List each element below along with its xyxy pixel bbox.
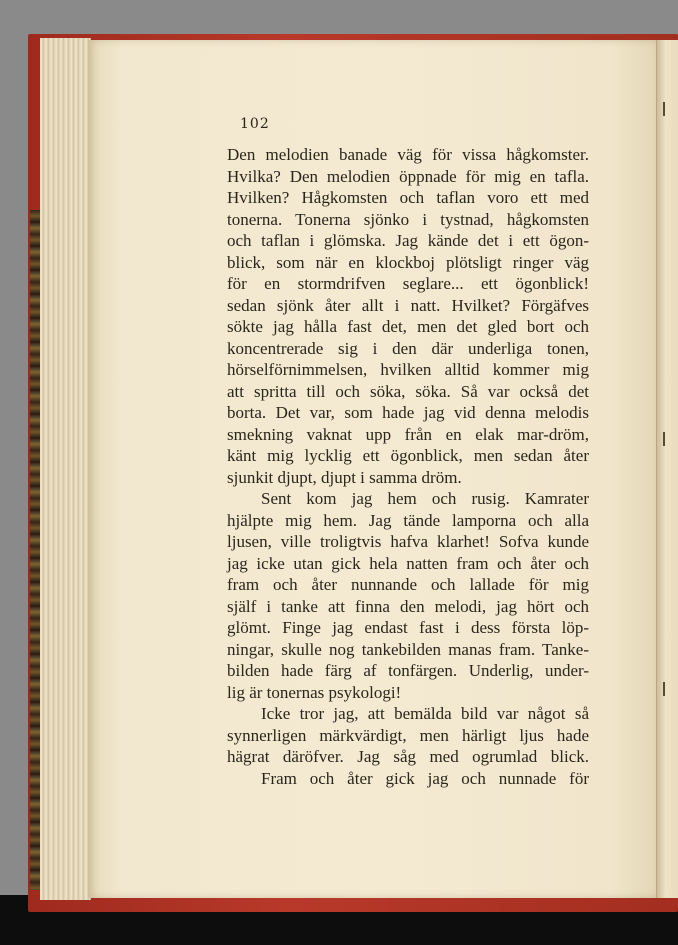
text-line: Den melodien banade väg för vissa hågkomster. [227,145,589,164]
text-line: hjälpte mig hem. Jag tände lamporna och alla [227,510,589,530]
text-line: Hvilken? Hågkomsten och taflan voro ett med [227,188,589,207]
text-line: Icke tror jag, att bemälda bild var något så [261,704,589,723]
text-line: lig är tonernas psykologi! [227,682,402,702]
text-line: sedan sjönk åter allt i natt. Hvilket? Förgäfves [227,295,589,315]
text-line: hörselförnimmelsen, hvilken alltid kommer mig [227,360,589,379]
text-line: smekning vaknat upp från en elak mar-dröm, [227,424,589,444]
text-line: bilden hade färg af tonfärgen. Underlig, under- [227,661,589,680]
text-line: att spritta till och söka, söka. Så var också det [227,381,589,401]
page-number: 102 [240,116,270,132]
text-line: jag icke utan gick hela natten fram och åter och [227,553,589,573]
text-line: borta. Det var, som hade jag vid denna melodis [227,403,589,422]
text-line: glömt. Finge jag endast fast i dess första löp- [227,618,589,637]
body-text [227,144,589,789]
text-line: sjunkit djupt, djupt i samma dröm. [227,467,462,487]
edge-mark [663,432,665,446]
cover-marbling [30,210,40,890]
text-line: Fram och åter gick jag och nunnade för [261,768,589,788]
text-line: koncentrerade sig i den där underliga tonen, [227,338,589,358]
text-line: tonerna. Tonerna sjönko i tystnad, hågkomsten [227,209,589,229]
text-line: hägrat däröfver. Jag såg med ogrumlad blick. [227,747,589,766]
text-line: synnerligen märkvärdigt, men härligt ljus hade [227,725,589,745]
text-line: sökte jag hålla fast det, men det gled bort och [227,317,589,336]
facing-page-edge [656,40,678,898]
page-edges [40,38,91,900]
text-line: känt mig lycklig ett ögonblick, men sedan åter [227,446,589,465]
text-line: ljusen, ville troligtvis hafva klarhet! Sofva kunde [227,532,589,551]
text-line: själf i tanke att finna den melodi, jag hört och [227,596,589,616]
edge-mark [663,102,665,116]
edge-mark [663,682,665,696]
text-line: fram och åter nunnande och lallade för mig [227,575,589,594]
text-line: Sent kom jag hem och rusig. Kamrater [261,489,589,508]
text-line: Hvilka? Den melodien öppnade för mig en tafla. [227,166,589,186]
text-line: för en stormdrifven seglare... ett ögonblick! [227,274,589,293]
text-line: och taflan i glömska. Jag kände det i ett ögon- [227,231,589,250]
text-line: ningar, skulle nog tankebilden manas fram. Tanke- [227,639,589,659]
text-line: blick, som när en klockboj plötsligt ringer väg [227,252,589,272]
